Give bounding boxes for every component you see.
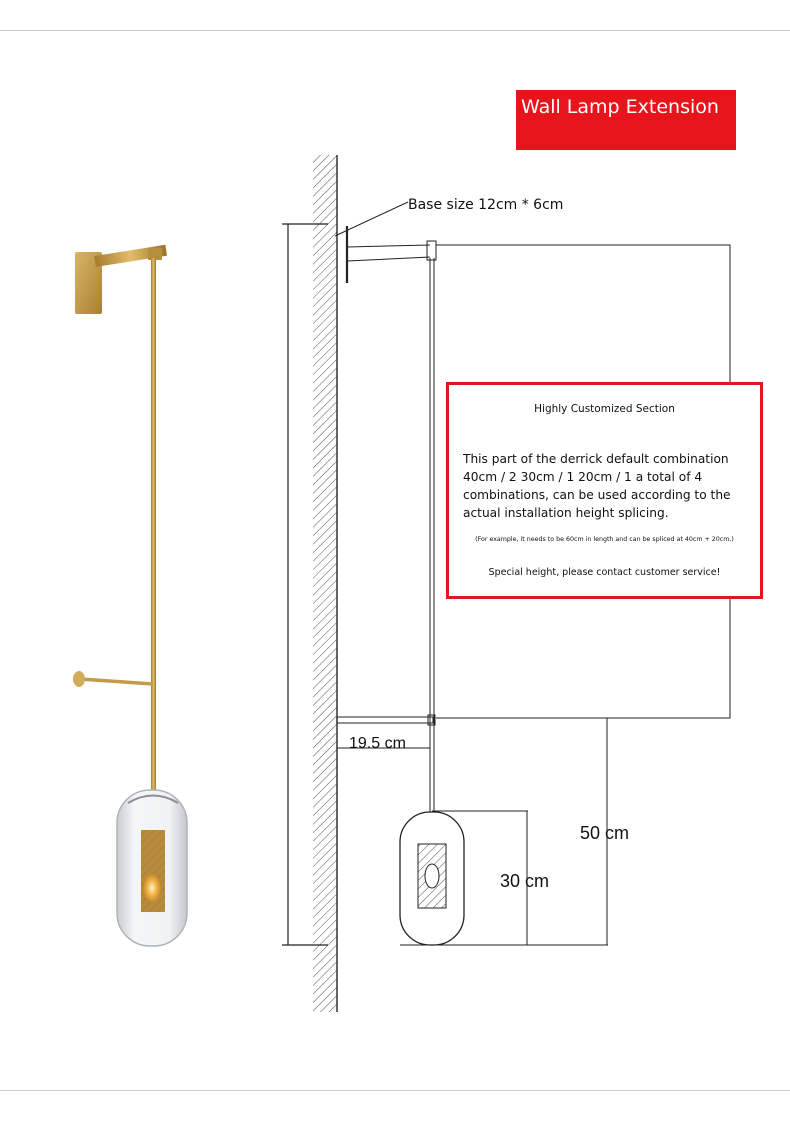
drawing-bulb-icon bbox=[425, 864, 439, 888]
customized-section-callout bbox=[446, 382, 763, 599]
callout-title: Highly Customized Section bbox=[534, 403, 675, 415]
top-arm-upper bbox=[347, 245, 430, 247]
drop-height-label: 50 cm bbox=[580, 823, 630, 843]
wall-hatch bbox=[313, 155, 337, 1012]
callout-body: This part of the derrick default combination 40cm / 2 30cm / 1 20cm / 1 a total of 4 combinations, can be used according to the actual installation height splicing. bbox=[463, 452, 731, 520]
bulb-icon bbox=[143, 874, 161, 902]
shade-height-label: 30 cm bbox=[500, 871, 550, 891]
callout-note: (For example, it needs to be 60cm in length and can be spliced at 40cm + 20cm.) bbox=[475, 536, 734, 543]
lower-support-plate bbox=[73, 671, 85, 687]
lower-support-arm bbox=[80, 679, 153, 684]
callout-contact: Special height, please contact customer service! bbox=[488, 567, 721, 578]
base-leader bbox=[335, 202, 408, 236]
lamp-photo bbox=[73, 245, 187, 946]
vertical-rod bbox=[151, 258, 156, 803]
lower-arm bbox=[337, 717, 433, 723]
base-size-label: Base size 12cm * 6cm bbox=[408, 197, 564, 213]
top-arm-lower bbox=[347, 257, 430, 261]
arm-depth-label: 19.5 cm bbox=[349, 735, 406, 752]
title-badge: Wall Lamp Extension bbox=[516, 90, 736, 150]
